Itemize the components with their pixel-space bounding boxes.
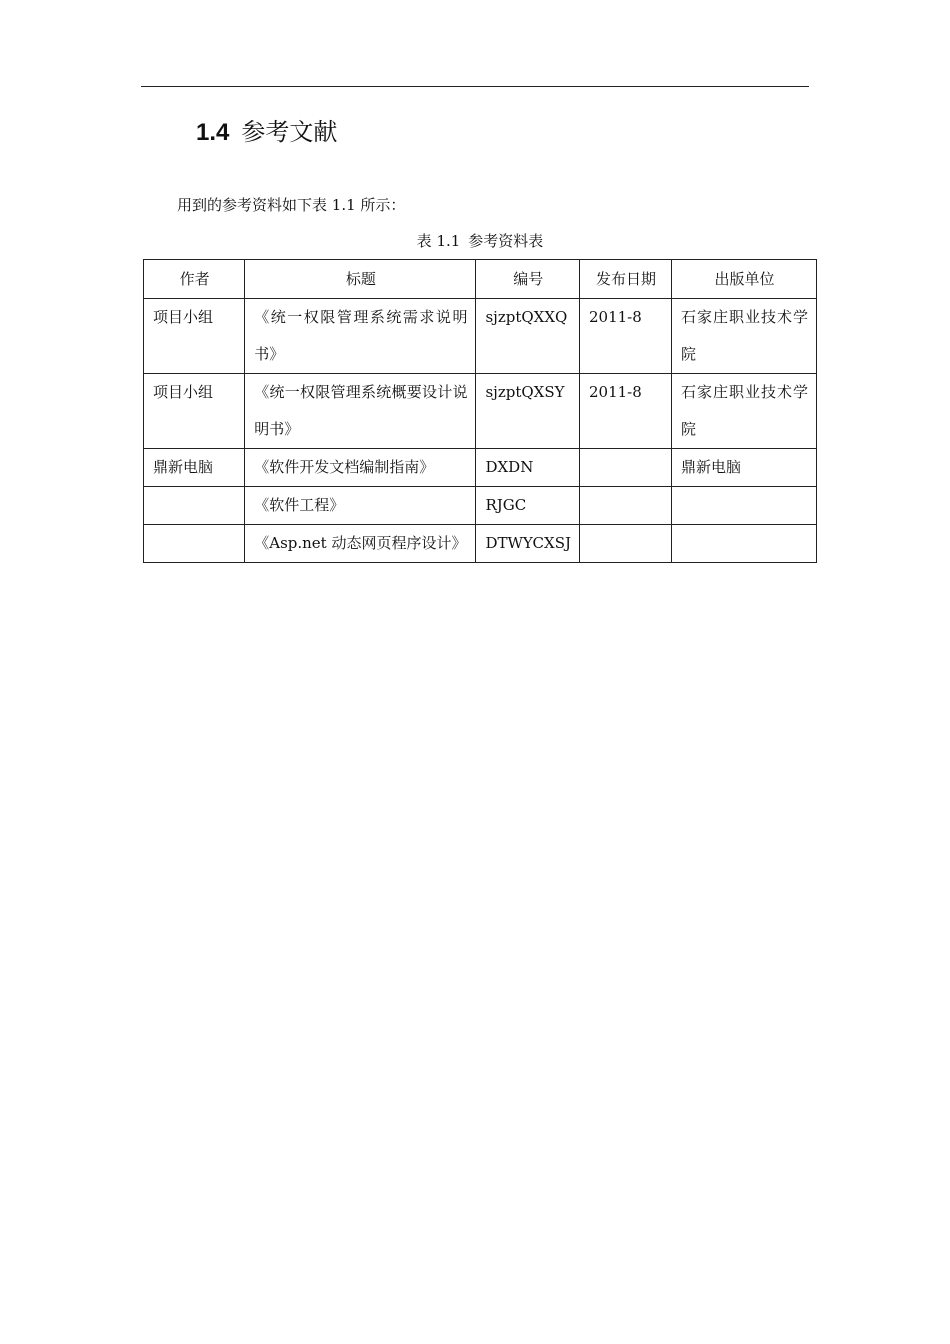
cell-title-text: 《Asp.net 动态网页程序设计》 — [254, 534, 467, 552]
header-publisher: 出版单位 — [672, 260, 817, 299]
cell-publisher — [672, 299, 817, 374]
cell-date — [580, 299, 672, 374]
cell-code — [476, 449, 580, 487]
cell-publisher — [672, 487, 817, 525]
cell-date-text: 2011-8 — [589, 383, 642, 401]
section-title: 参考文献 — [241, 118, 338, 146]
table-caption — [143, 228, 817, 254]
cell-title — [245, 374, 476, 449]
header-title: 标题 — [245, 260, 476, 299]
cell-code-text: DXDN — [485, 458, 534, 476]
cell-title — [245, 299, 476, 374]
intro-paragraph: 用到的参考资料如下表 1.1 所示： — [177, 196, 406, 214]
cell-code-text: DTWYCXSJ — [485, 534, 572, 552]
cell-author — [144, 374, 245, 449]
header-date: 发布日期 — [580, 260, 672, 299]
cell-author — [144, 487, 245, 525]
section-number: 1.4 — [196, 119, 230, 146]
cell-date-text: 2011-8 — [589, 308, 642, 326]
section-heading — [196, 114, 337, 151]
header-code: 编号 — [476, 260, 580, 299]
cell-title — [245, 525, 476, 563]
reference-table — [143, 259, 817, 563]
cell-code — [476, 525, 580, 563]
cell-publisher — [672, 449, 817, 487]
cell-title-text: 《统一权限管理系统需求说明书》 — [254, 308, 468, 363]
cell-publisher-text: 石家庄职业技术学院 — [681, 383, 808, 438]
cell-date — [580, 449, 672, 487]
cell-title — [245, 487, 476, 525]
cell-title — [245, 449, 476, 487]
cell-author-text: 鼎新电脑 — [153, 458, 214, 476]
cell-date — [580, 487, 672, 525]
cell-date — [580, 374, 672, 449]
table-row — [144, 487, 817, 525]
cell-publisher — [672, 374, 817, 449]
table-row — [144, 299, 817, 374]
table-caption-number: 表 1.1 — [416, 232, 461, 250]
table-row — [144, 525, 817, 563]
table-caption-title: 参考资料表 — [468, 232, 544, 250]
cell-author-text: 项目小组 — [153, 383, 214, 401]
cell-publisher-text: 石家庄职业技术学院 — [681, 308, 808, 363]
cell-author-text: 项目小组 — [153, 308, 214, 326]
cell-author — [144, 525, 245, 563]
header-author: 作者 — [144, 260, 245, 299]
cell-code — [476, 487, 580, 525]
cell-title-text: 《统一权限管理系统概要设计说明书》 — [254, 383, 468, 438]
cell-code — [476, 299, 580, 374]
cell-title-text: 《软件开发文档编制指南》 — [254, 458, 435, 476]
table-row — [144, 449, 817, 487]
table-row — [144, 374, 817, 449]
table-header-row — [144, 260, 817, 299]
cell-code-text: RJGC — [485, 496, 527, 514]
cell-author — [144, 299, 245, 374]
cell-title-text: 《软件工程》 — [254, 496, 345, 514]
cell-author — [144, 449, 245, 487]
cell-publisher-text: 鼎新电脑 — [681, 458, 742, 476]
cell-code-text: sjzptQXXQ — [485, 308, 568, 326]
header-rule — [141, 86, 809, 87]
cell-code-text: sjzptQXSY — [485, 383, 565, 401]
cell-publisher — [672, 525, 817, 563]
cell-code — [476, 374, 580, 449]
cell-date — [580, 525, 672, 563]
